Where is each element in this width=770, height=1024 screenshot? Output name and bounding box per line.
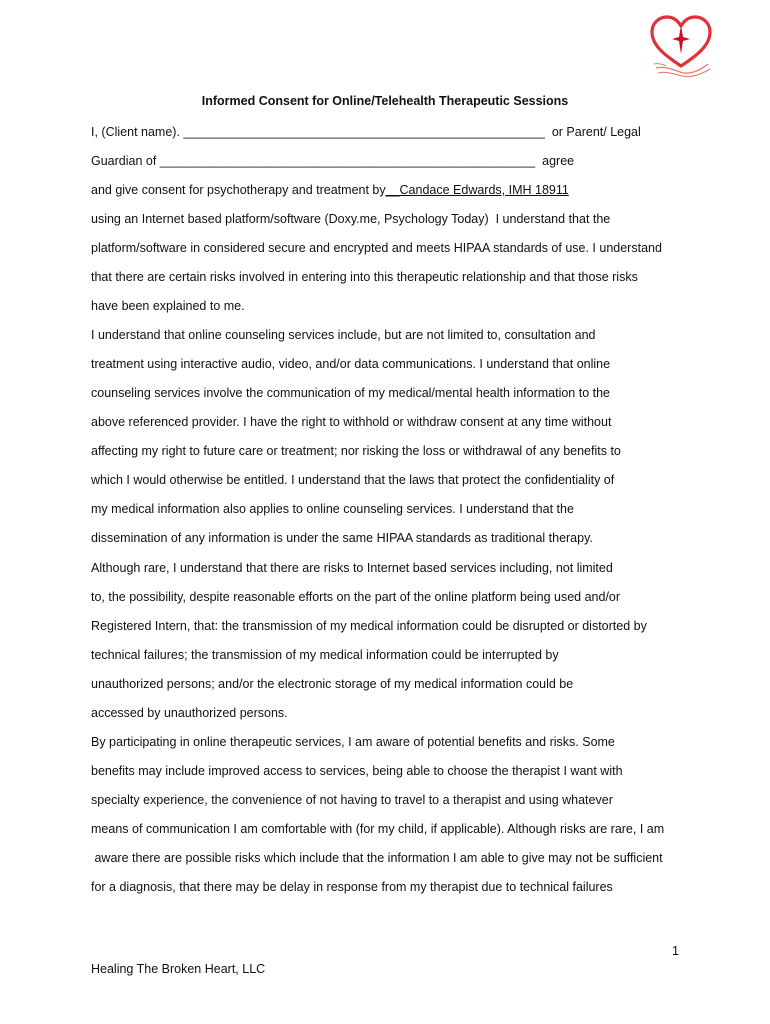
- body-line: Although rare, I understand that there are risks to Internet based services including, not limited: [91, 561, 613, 575]
- body-line: By participating in online therapeutic services, I am aware of potential benefits and risks. Some: [91, 735, 615, 749]
- body-line: unauthorized persons; and/or the electronic storage of my medical information could be: [91, 677, 574, 691]
- consent-prefix: and give consent for psychotherapy and treatment by: [91, 183, 386, 197]
- body-line: affecting my right to future care or treatment; nor risking the loss or withdrawal of any benefits to: [91, 444, 621, 458]
- body-line: dissemination of any information is under the same HIPAA standards as traditional therapy.: [91, 531, 593, 545]
- body-line: above referenced provider. I have the right to withhold or withdraw consent at any time without: [91, 415, 612, 429]
- body-line: platform/software in considered secure and encrypted and meets HIPAA standards of use. I understand: [91, 241, 662, 255]
- body-line: my medical information also applies to online counseling services. I understand that the: [91, 502, 574, 516]
- body-line: for a diagnosis, that there may be delay in response from my therapist due to technical failures: [91, 880, 613, 894]
- body-line: accessed by unauthorized persons.: [91, 706, 288, 720]
- guardian-line: Guardian of ______________________________________________________ agree: [91, 154, 575, 168]
- body-line: have been explained to me.: [91, 299, 245, 313]
- body-line: treatment using interactive audio, video, and/or data communications. I understand that online: [91, 357, 611, 371]
- client-name-line: I, (Client name). ____________________________________________________ or Parent/ Legal: [91, 125, 641, 139]
- body-line: which I would otherwise be entitled. I understand that the laws that protect the confidentiality of: [91, 473, 615, 487]
- body-line: aware there are possible risks which include that the information I am able to give may not be sufficient: [91, 851, 663, 865]
- body-line: specialty experience, the convenience of not having to travel to a therapist and using whatever: [91, 793, 613, 807]
- body-line: benefits may include improved access to services, being able to choose the therapist I want with: [91, 764, 623, 778]
- consent-line: [91, 183, 569, 197]
- heart-logo-icon: [646, 14, 716, 80]
- body-line: counseling services involve the communication of my medical/mental health information to the: [91, 386, 611, 400]
- body-line: using an Internet based platform/software (Doxy.me, Psychology Today) I understand that the: [91, 212, 611, 226]
- body-line: I understand that online counseling services include, but are not limited to, consultation and: [91, 328, 596, 342]
- page-number: 1: [672, 944, 679, 958]
- body-line: means of communication I am comfortable with (for my child, if applicable). Although risks are rare, I am: [91, 822, 665, 836]
- body-line: Registered Intern, that: the transmission of my medical information could be disrupted or distorted by: [91, 619, 647, 633]
- body-line: to, the possibility, despite reasonable efforts on the part of the online platform being used and/or: [91, 590, 621, 604]
- footer-company-name: Healing The Broken Heart, LLC: [91, 962, 266, 976]
- document-title: Informed Consent for Online/Telehealth Therapeutic Sessions: [201, 94, 569, 108]
- provider-name: __Candace Edwards, IMH 18911: [385, 183, 569, 197]
- body-line: that there are certain risks involved in entering into this therapeutic relationship and that those risks: [91, 270, 638, 284]
- body-line: technical failures; the transmission of my medical information could be interrupted by: [91, 648, 559, 662]
